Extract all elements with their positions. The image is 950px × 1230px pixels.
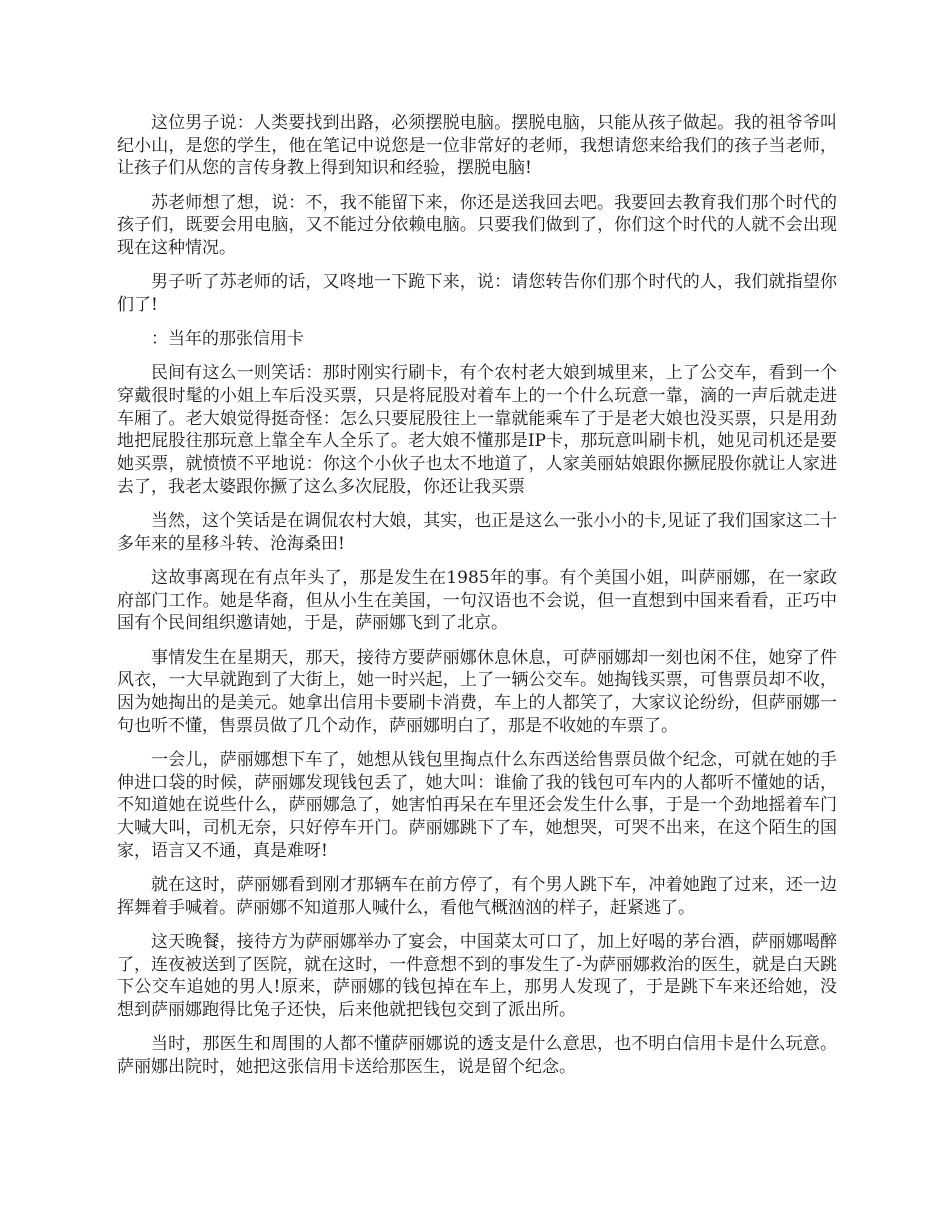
paragraph-8: 事情发生在星期天，那天，接待方要萨丽娜休息休息，可萨丽娜却一刻也闲不住，她穿了件风衣，一大早就跑到了大街上，她一时兴起，上了一辆公交车。她掏钱买票，可售票员却不收，因为她掏出的是美元。她拿出信用卡要刷卡消费，车上的人都笑了，大家议论纷纷，但萨丽娜一句也听不懂，售票员做了几个动作，萨丽娜明白了，那是不收她的车票了。 [117,647,837,736]
paragraph-7: 这故事离现在有点年头了，那是发生在1985年的事。有个美国小姐，叫萨丽娜，在一家政府部门工作。她是华裔，但从小生在美国，一句汉语也不会说，但一直想到中国来看看，正巧中国有个民间组织邀请她，于是，萨丽娜飞到了北京。 [117,567,837,634]
paragraph-11: 这天晚餐，接待方为萨丽娜举办了宴会，中国菜太可口了，加上好喝的茅台酒，萨丽娜喝醉了，连夜被送到了医院，就在这时，一件意想不到的事发生了-为萨丽娜救治的医生，就是白天跳下公交车追她的男人!原来，萨丽娜的钱包掉在车上，那男人发现了，于是跳下车来还给她，没想到萨丽娜跑得比兔子还快，后来他就把钱包交到了派出所。 [117,931,837,1020]
paragraph-5: 民间有这么一则笑话：那时刚实行刷卡，有个农村老大娘到城里来，上了公交车，看到一个穿戴很时髦的小姐上车后没买票，只是将屁股对着车上的一个什么玩意一靠，滴的一声后就走进车厢了。老大娘觉得挺奇怪：怎么只要屁股往上一靠就能乘车了于是老大娘也没买票，只是用劲地把屁股往那玩意上靠全车人全乐了。老大娘不懂那是IP卡，那玩意叫刷卡机，她见司机还是要她买票，就愤愤不平地说：你这个小伙子也太不地道了，人家美丽姑娘跟你撅屁股你就让人家进去了，我老太婆跟你撅了这么多次屁股，你还让我买票 [117,363,837,497]
paragraph-6: 当然，这个笑话是在调侃农村大娘，其实，也正是这么一张小小的卡,见证了我们国家这二十多年来的星移斗转、沧海桑田! [117,511,837,554]
paragraph-1: 这位男子说：人类要找到出路，必须摆脱电脑。摆脱电脑，只能从孩子做起。我的祖爷爷叫纪小山，是您的学生，他在笔记中说您是一位非常好的老师，我想请您来给我们的孩子当老师，让孩子们从您的言传身教上得到知识和经验，摆脱电脑! [117,113,837,179]
paragraph-12: 当时，那医生和周围的人都不懂萨丽娜说的透支是什么意思，也不明白信用卡是什么玩意。萨丽娜出院时，她把这张信用卡送给那医生，说是留个纪念。 [117,1034,837,1077]
document-body [117,112,837,1090]
paragraph-9: 一会儿，萨丽娜想下车了，她想从钱包里掏点什么东西送给售票员做个纪念，可就在她的手伸进口袋的时候，萨丽娜发现钱包丢了，她大叫：谁偷了我的钱包可车内的人都听不懂她的话，不知道她在说些什么，萨丽娜急了，她害怕再呆在车里还会发生什么事，于是一个劲地摇着车门大喊大叫，司机无奈，只好停车开门。萨丽娜跳下了车，她想哭，可哭不出来，在这个陌生的国家，语言又不通，真是难呀! [117,749,837,861]
paragraph-2: 苏老师想了想，说：不，我不能留下来，你还是送我回去吧。我要回去教育我们那个时代的孩子们，既要会用电脑，又不能过分依赖电脑。只要我们做到了，你们这个时代的人就不会出现现在这种情况。 [117,192,837,259]
paragraph-10: 就在这时，萨丽娜看到刚才那辆车在前方停了，有个男人跳下车，冲着她跑了过来，还一边挥舞着手喊着。萨丽娜不知道那人喊什么，看他气概汹汹的样子，赶紧逃了。 [117,874,837,918]
section-heading: ：当年的那张信用卡 [151,329,304,350]
paragraph-3: 男子听了苏老师的话，又咚地一下跪下来，说：请您转告你们那个时代的人，我们就指望你们了! [117,272,837,315]
